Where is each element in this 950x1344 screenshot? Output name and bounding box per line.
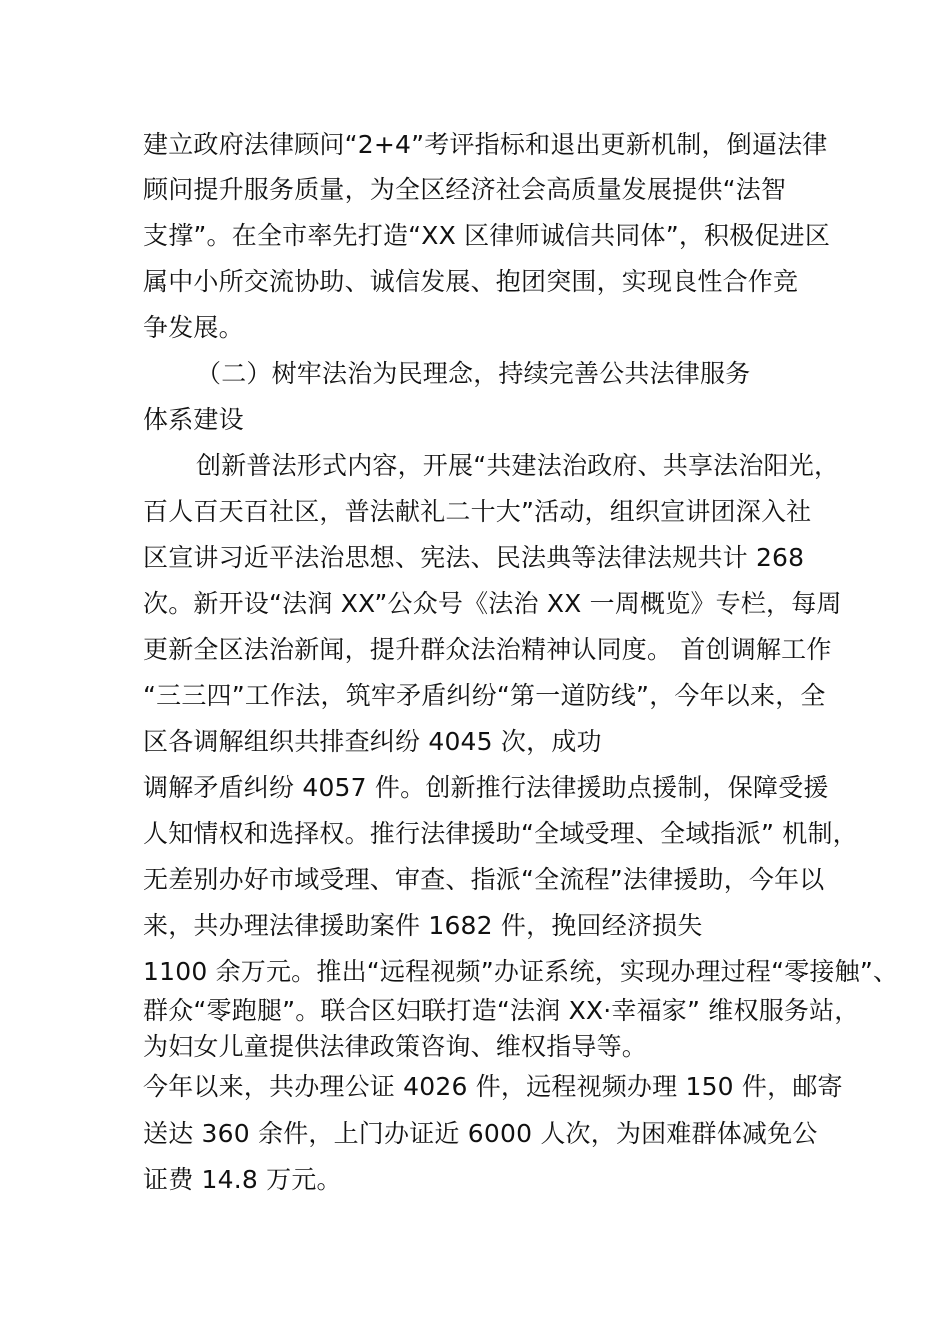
text-line-8: 创新普法形式内容，开展“共建法治政府、共享法治阳光， <box>196 451 840 480</box>
text-line-5: 争发展。 <box>143 313 244 342</box>
text-line-16: 人知情权和选择权。推行法律援助“全域受理、全域指派” 机制， <box>143 819 858 848</box>
text-line-21: 为妇女儿童提供法律政策咨询、维权指导等。 <box>143 1032 648 1061</box>
text-line-3: 支撑”。在全市率先打造“XX 区律师诚信共同体”，积极促进区 <box>143 221 831 250</box>
text-line-2: 顾问提升服务质量，为全区经济社会高质量发展提供“法智 <box>143 175 787 204</box>
text-line-13: “三三四”工作法，筑牢矛盾纠纷“第一道防线”，今年以来，全 <box>143 681 826 710</box>
text-line-10: 区宣讲习近平法治思想、宪法、民法典等法律法规共计 268 <box>143 543 805 572</box>
text-line-14: 区各调解组织共排查纠纷 4045 次，成功 <box>143 727 602 756</box>
text-line-4: 属中小所交流协助、诚信发展、抱团突围，实现良性合作竞 <box>143 267 799 296</box>
text-line-15: 调解矛盾纠纷 4057 件。创新推行法律援助点援制，保障受援 <box>143 773 829 802</box>
text-line-9: 百人百天百社区，普法献礼二十大”活动，组织宣讲团深入社 <box>143 497 812 526</box>
text-line-18: 来，共办理法律援助案件 1682 件，挽回经济损失 <box>143 911 703 940</box>
text-line-22: 今年以来，共办理公证 4026 件，远程视频办理 150 件，邮寄 <box>143 1072 843 1101</box>
text-line-20: 群众“零跑腿”。联合区妇联打造“法润 XX·幸福家” 维权服务站， <box>143 996 860 1025</box>
text-line-17: 无差别办好市域受理、审查、指派“全流程”法律援助，今年以 <box>143 865 825 894</box>
section-heading-continued: 体系建设 <box>143 405 244 434</box>
text-line-11: 次。新开设“法润 XX”公众号《法治 XX 一周概览》专栏，每周 <box>143 589 842 618</box>
text-line-12: 更新全区法治新闻，提升群众法治精神认同度。 首创调解工作 <box>143 635 832 664</box>
text-line-19: 1100 余万元。推出“远程视频”办证系统，实现办理过程“零接触”、 <box>143 957 899 986</box>
text-line-24: 证费 14.8 万元。 <box>143 1165 342 1194</box>
text-line-23: 送达 360 余件，上门办证近 6000 人次，为困难群体减免公 <box>143 1119 818 1148</box>
text-line-1: 建立政府法律顾问“2+4”考评指标和退出更新机制，倒逼法律 <box>143 130 828 159</box>
section-heading: （二）树牢法治为民理念，持续完善公共法律服务 <box>196 359 751 388</box>
